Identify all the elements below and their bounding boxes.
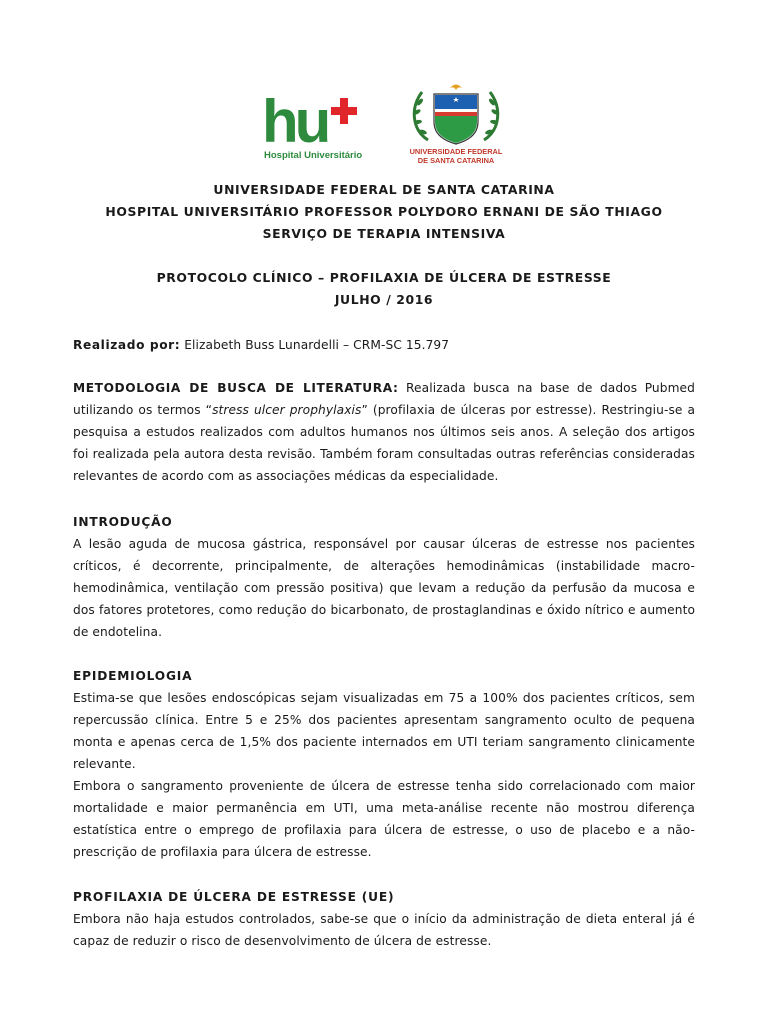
- section-profilaxia: [73, 886, 695, 952]
- epidemiologia-text-2: Embora o sangramento proveniente de úlcera de estresse tenha sido correlacionado com maior mortalidade e maior permanência em UTI, uma meta-análise recente não mostrou diferença estatística entre o emprego de profilaxia para úlcera de estresse, o uso de placebo e a não-prescrição de profilaxia para úlcera de estresse.: [73, 779, 695, 859]
- protocol-header: [0, 267, 768, 311]
- epidemiologia-text-1: Estima-se que lesões endoscópicas sejam visualizadas em 75 a 100% dos pacientes críticos, sem repercussão clínica. Entre 5 e 25% dos pacientes apresentam sangramento oculto de pequena monta e apenas cerca de 1,5% dos paciente internados em UTI teriam sangramento clinicamente relevante.: [73, 691, 695, 771]
- section-metodologia: [73, 377, 695, 487]
- profilaxia-heading: PROFILAXIA DE ÚLCERA DE ESTRESSE (UE): [73, 890, 395, 904]
- section-introducao: [73, 511, 695, 643]
- epidemiologia-heading: EPIDEMIOLOGIA: [73, 669, 193, 683]
- hu-mark: hu: [262, 94, 328, 155]
- hospital-universitario-logo: [262, 94, 366, 164]
- author-label: Realizado por:: [73, 338, 181, 352]
- protocol-date: JULHO / 2016: [334, 292, 434, 307]
- ufsc-logo: [398, 82, 514, 166]
- ufsc-caption-line1: UNIVERSIDADE FEDERAL: [409, 147, 503, 156]
- introducao-text: A lesão aguda de mucosa gástrica, responsável por causar úlceras de estresse nos pacientes críticos, é decorrente, principalmente, de alterações hemodinâmicas (instabilidade macro-hemodinâmica, ventilação com pressão positiva) que levam a redução da perfusão da mucosa e dos fatores protetores, como redução do bicarbonato, de prostaglandinas e óxido nítrico e aumento de endotelina.: [73, 537, 695, 639]
- institution-header: [0, 179, 768, 245]
- metodologia-text-a: Realizada busca na base de dados Pubmed utilizando os termos “: [73, 381, 695, 417]
- metodologia-label: METODOLOGIA DE BUSCA DE LITERATURA:: [73, 381, 399, 395]
- university-name: UNIVERSIDADE FEDERAL DE SANTA CATARINA: [213, 182, 555, 197]
- service-name: SERVIÇO DE TERAPIA INTENSIVA: [262, 226, 506, 241]
- metodologia-text-b: ” (profilaxia de úlceras por estresse). Restringiu-se a pesquisa a estudos realizados com adultos humanos nos últimos seis anos. A seleção dos artigos foi realizada pela autora desta revisão. Também foram consultadas outras referências consideradas relevantes de acordo com as associações médicas da especialidade.: [73, 403, 696, 483]
- section-epidemiologia: [73, 665, 695, 863]
- author-line: [73, 334, 695, 356]
- hospital-name: HOSPITAL UNIVERSITÁRIO PROFESSOR POLYDORO ERNANI DE SÃO THIAGO: [105, 204, 663, 219]
- hu-caption: Hospital Universitário: [264, 150, 363, 161]
- metodologia-term: stress ulcer prophylaxis: [212, 403, 362, 417]
- profilaxia-text: Embora não haja estudos controlados, sabe-se que o início da administração de dieta enteral já é capaz de reduzir o risco de desenvolvimento de úlcera de estresse.: [73, 912, 695, 948]
- ufsc-caption-line2: DE SANTA CATARINA: [417, 156, 495, 165]
- introducao-heading: INTRODUÇÃO: [73, 515, 173, 529]
- author-value: Elizabeth Buss Lunardelli – CRM-SC 15.797: [180, 338, 450, 352]
- protocol-title: PROTOCOLO CLÍNICO – PROFILAXIA DE ÚLCERA DE ESTRESSE: [156, 270, 612, 285]
